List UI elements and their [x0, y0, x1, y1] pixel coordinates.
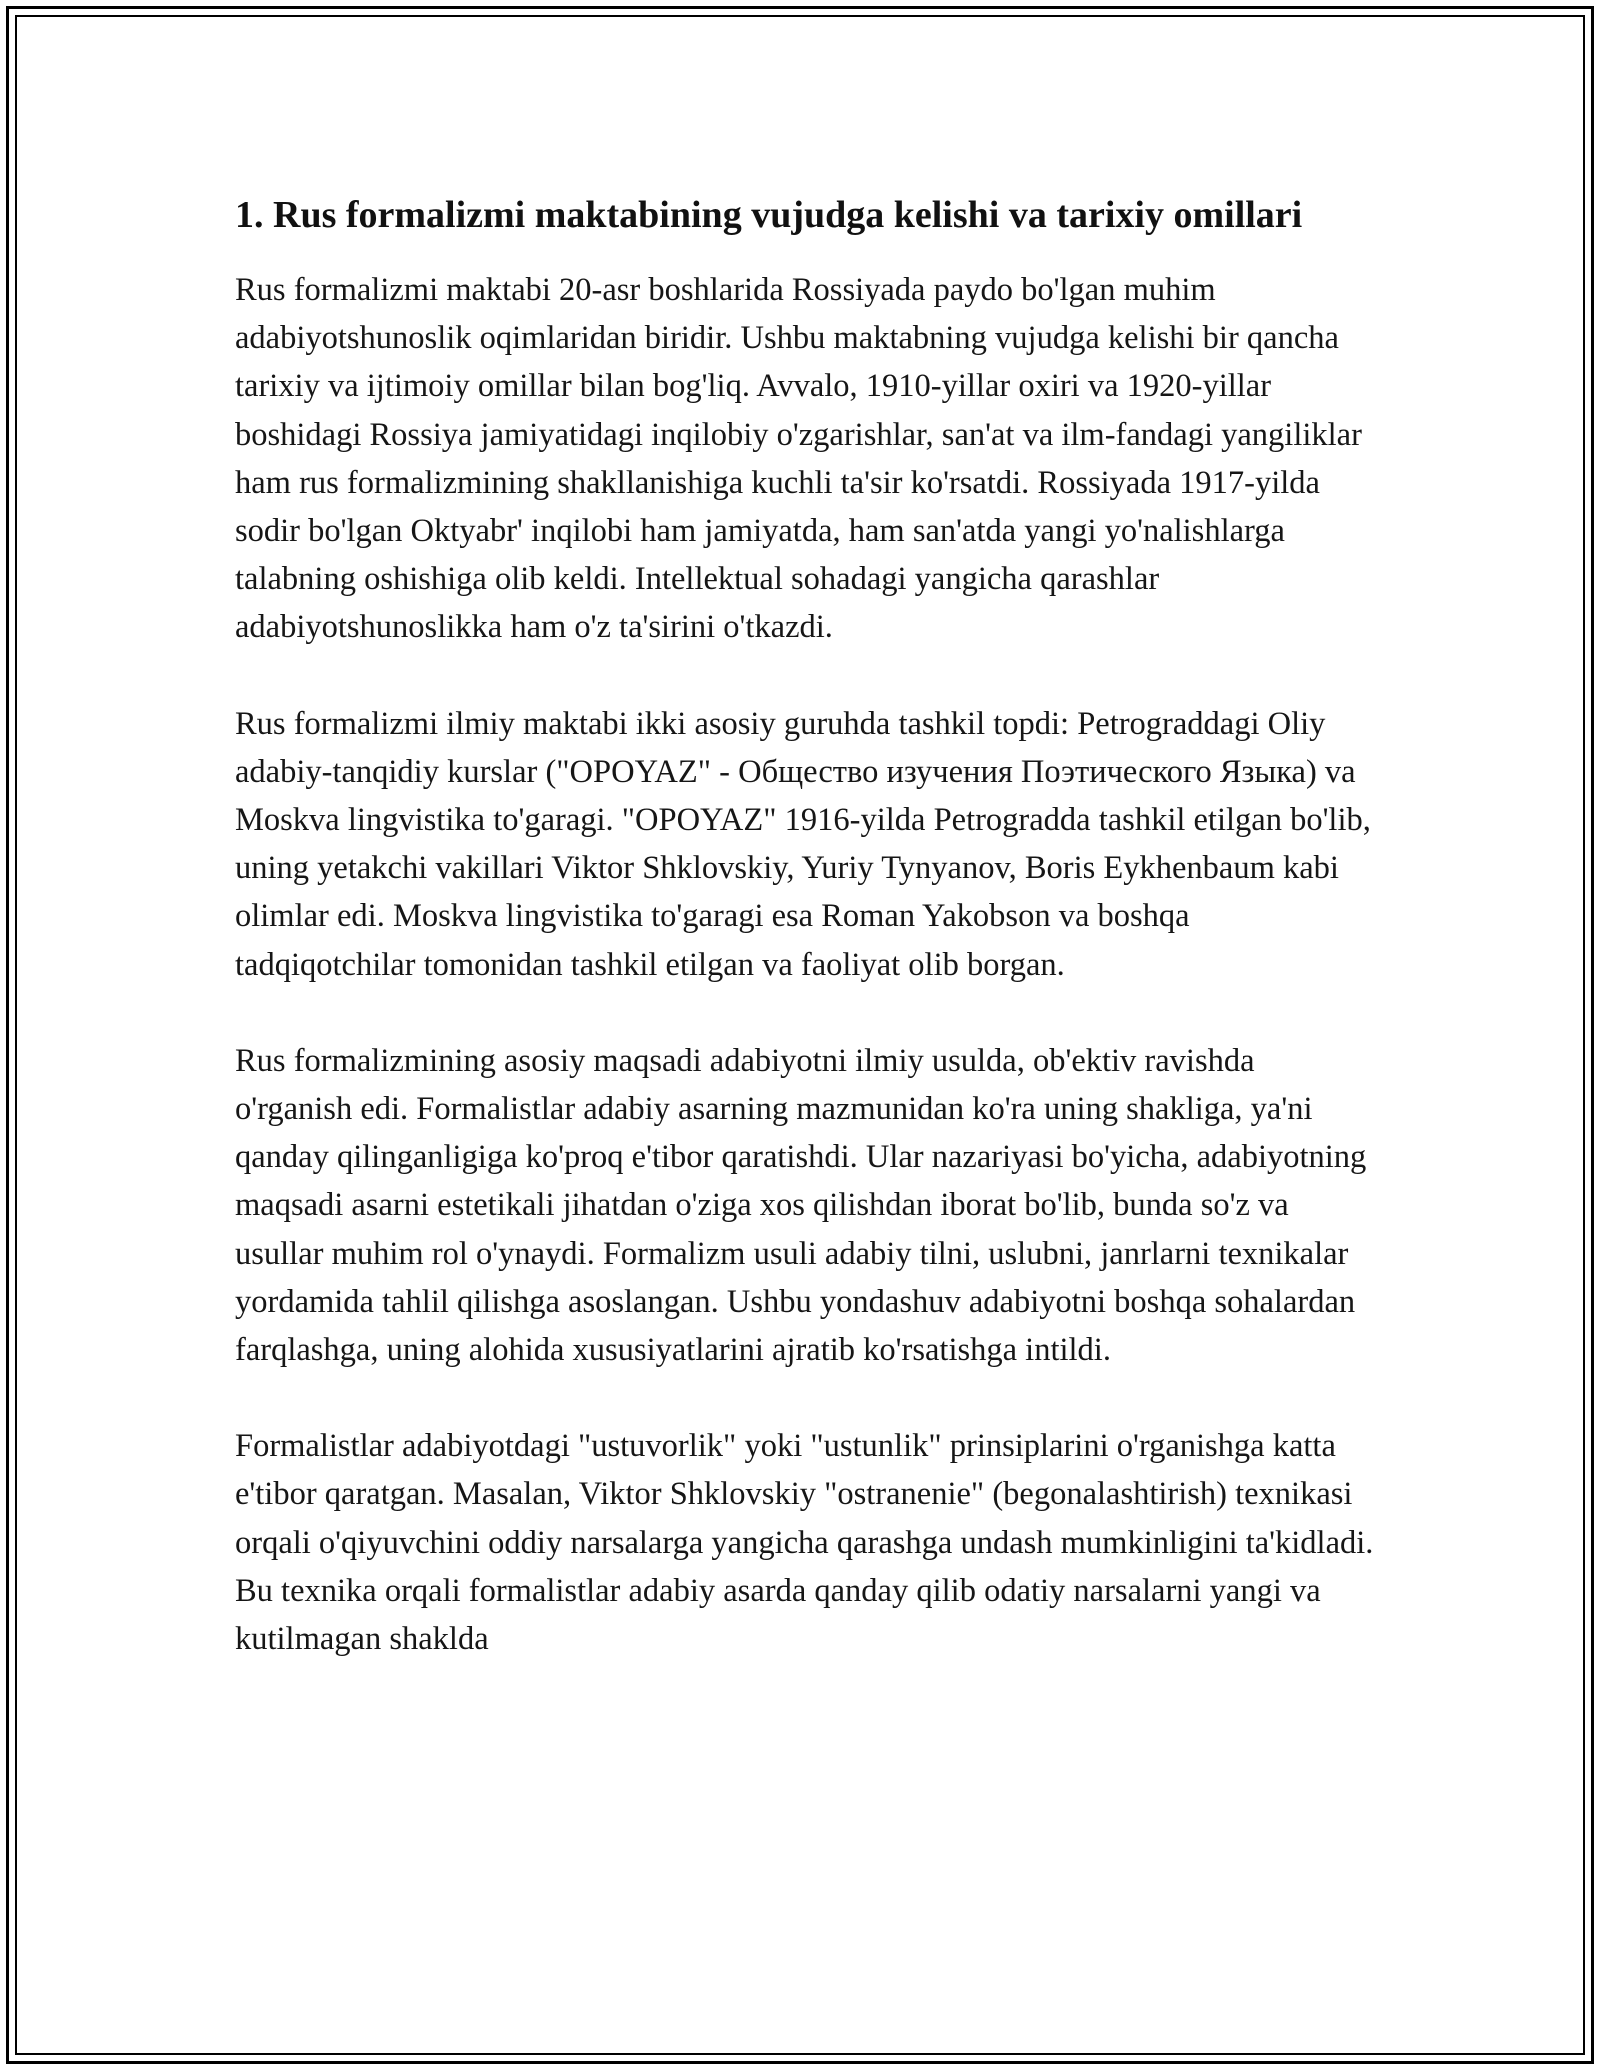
- document-body: [235, 188, 1375, 1663]
- section-heading: 1. Rus formalizmi maktabining vujudga kelishi va tarixiy omillari: [235, 194, 1303, 236]
- paragraph-4: Formalistlar adabiyotdagi "ustuvorlik" yoki "ustunlik" prinsiplarini o'rganishga katta e'tibor qaratgan. Masalan, Viktor Shklovskiy "ostranenie" (begonalashtirish) texnikasi orqali o'qiyuvchini oddiy narsalarga yangicha qarashga undash mumkinligini ta'kidladi. Bu texnika orqali formalistlar adabiy asarda qanday qilib odatiy narsalarni yangi va kutilmagan shaklda: [235, 1428, 1374, 1658]
- paragraph-3: Rus formalizmining asosiy maqsadi adabiyotni ilmiy usulda, ob'ektiv ravishda o'rganish edi. Formalistlar adabiy asarning mazmunidan ko'ra uning shakliga, ya'ni qanday qilinganligiga ko'proq e'tibor qaratishdi. Ular nazariyasi bo'yicha, adabiyotning maqsadi asarni estetikali jihatdan o'ziga xos qilishdan iborat bo'lib, bunda so'z va usullar muhim rol o'ynaydi. Formalizm usuli adabiy tilni, uslubni, janrlarni texnikalar yordamida tahlil qilishga asoslangan. Ushbu yondashuv adabiyotni boshqa sohalardan farqlashga, uning alohida xususiyatlarini ajratib ko'rsatishga intildi.: [235, 1042, 1367, 1369]
- paragraph-1: Rus formalizmi maktabi 20-asr boshlarida Rossiyada paydo bo'lgan muhim adabiyotshunoslik oqimlaridan biridir. Ushbu maktabning vujudga kelishi bir qancha tarixiy va ijtimoiy omillar bilan bog'liq. Avvalo, 1910-yillar oxiri va 1920-yillar boshidagi Rossiya jamiyatidagi inqilobiy o'zgarishlar, san'at va ilm-fandagi yangiliklar ham rus formalizmining shakllanishiga kuchli ta'sir ko'rsatdi. Rossiyada 1917-yilda sodir bo'lgan Oktyabr' inqilobi ham jamiyatda, ham san'atda yangi yo'nalishlarga talabning oshishiga olib keldi. Intellektual sohadagi yangicha qarashlar adabiyotshunoslikka ham o'z ta'sirini o'tkazdi.: [235, 272, 1362, 646]
- paragraph-2: Rus formalizmi ilmiy maktabi ikki asosiy guruhda tashkil topdi: Petrograddagi Oliy adabiy-tanqidiy kurslar ("OPOYAZ" - Общество изучения Поэтического Языка) va Moskva lingvistika to'garagi. "OPOYAZ" 1916-yilda Petrogradda tashkil etilgan bo'lib, uning yetakchi vakillari Viktor Shklovskiy, Yuriy Tynyanov, Boris Eykhenbaum kabi olimlar edi. Moskva lingvistika to'garagi esa Roman Yakobson va boshqa tadqiqotchilar tomonidan tashkil etilgan va faoliyat olib borgan.: [235, 705, 1371, 983]
